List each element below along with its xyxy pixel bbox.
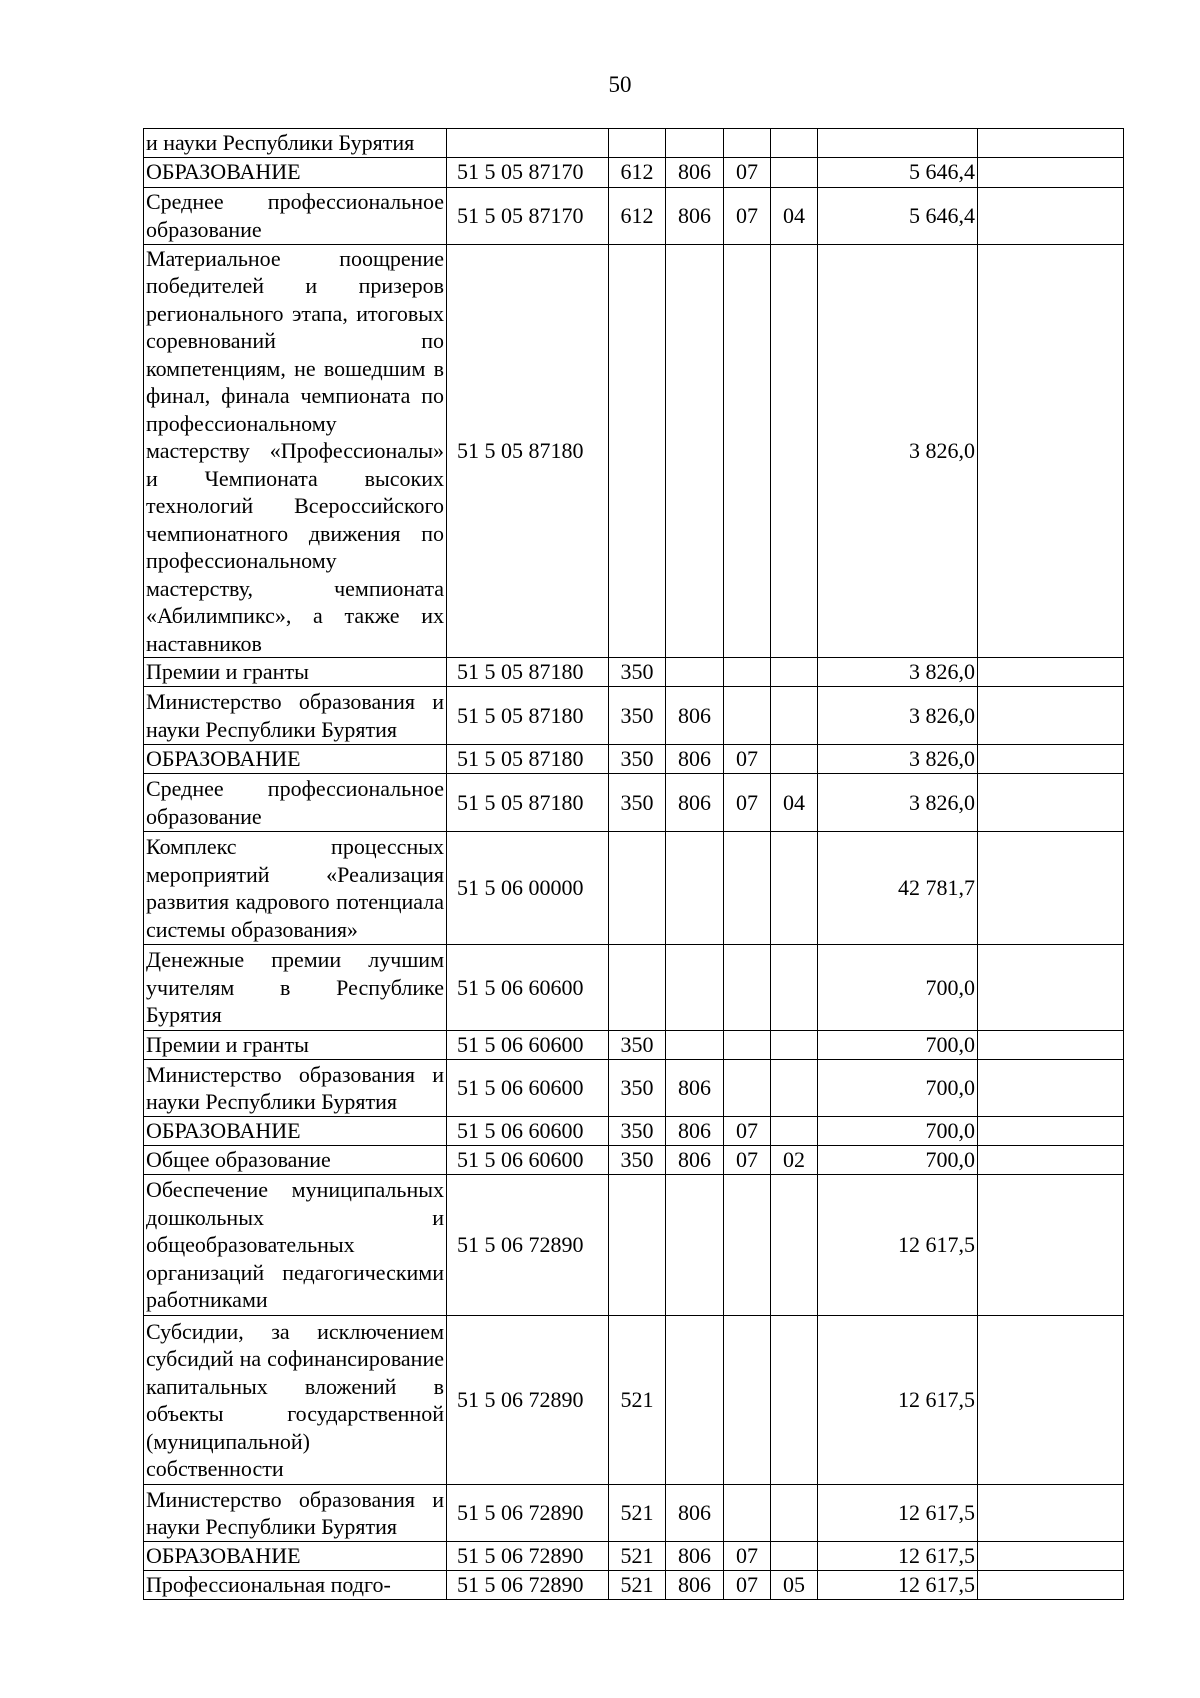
- target-article-code: 51 5 06 00000: [447, 832, 609, 945]
- table-body: [144, 129, 1124, 1600]
- empty-cell: [978, 1542, 1124, 1571]
- empty-cell: [978, 1117, 1124, 1146]
- expense-type-code: [609, 945, 666, 1031]
- expense-type-code: [609, 129, 666, 158]
- amount-cell: 12 617,5: [818, 1485, 978, 1542]
- section-code: 07: [724, 1571, 771, 1600]
- subsection-code: [771, 129, 818, 158]
- table-row: [144, 1542, 1124, 1571]
- row-name-cell: Комплекс процессных мероприятий «Реализация развития кадрового потенциала системы образования»: [144, 832, 447, 945]
- ministry-code: [666, 1316, 724, 1485]
- amount-cell: 12 617,5: [818, 1316, 978, 1485]
- target-article-code: 51 5 06 60600: [447, 1031, 609, 1060]
- section-code: [724, 687, 771, 745]
- section-code: 07: [724, 745, 771, 774]
- ministry-code: 806: [666, 1571, 724, 1600]
- empty-cell: [978, 1485, 1124, 1542]
- ministry-code: [666, 1175, 724, 1316]
- target-article-code: 51 5 06 60600: [447, 1117, 609, 1146]
- empty-cell: [978, 244, 1124, 658]
- target-article-code: 51 5 06 72890: [447, 1542, 609, 1571]
- section-code: 07: [724, 1146, 771, 1175]
- row-name-cell: ОБРАЗОВАНИЕ: [144, 745, 447, 774]
- section-code: [724, 1060, 771, 1117]
- amount-cell: 3 826,0: [818, 774, 978, 832]
- section-code: [724, 1316, 771, 1485]
- target-article-code: 51 5 05 87170: [447, 187, 609, 244]
- table-row: [144, 129, 1124, 158]
- target-article-code: 51 5 06 60600: [447, 1060, 609, 1117]
- ministry-code: 806: [666, 1117, 724, 1146]
- amount-cell: 700,0: [818, 1117, 978, 1146]
- amount-cell: 700,0: [818, 1060, 978, 1117]
- ministry-code: 806: [666, 1485, 724, 1542]
- row-name-cell: Субсидии, за исключением субсидий на софинансирование капитальных вложений в объекты государственной (муниципальной) собственности: [144, 1316, 447, 1485]
- expense-type-code: 612: [609, 157, 666, 187]
- expense-type-code: 521: [609, 1571, 666, 1600]
- subsection-code: [771, 1060, 818, 1117]
- expense-type-code: 350: [609, 745, 666, 774]
- target-article-code: 51 5 05 87180: [447, 658, 609, 687]
- ministry-code: 806: [666, 157, 724, 187]
- table-row: [144, 1031, 1124, 1060]
- expense-type-code: [609, 244, 666, 658]
- subsection-code: 04: [771, 187, 818, 244]
- section-code: 07: [724, 1117, 771, 1146]
- row-name-cell: Премии и гранты: [144, 658, 447, 687]
- row-name-cell: Министерство образования и науки Республики Бурятия: [144, 1060, 447, 1117]
- row-name-cell: Профессиональная подго-: [144, 1571, 447, 1600]
- table-row: [144, 1060, 1124, 1117]
- subsection-code: [771, 244, 818, 658]
- expense-type-code: 350: [609, 687, 666, 745]
- section-code: [724, 244, 771, 658]
- expense-type-code: 350: [609, 1031, 666, 1060]
- row-name-cell: ОБРАЗОВАНИЕ: [144, 157, 447, 187]
- empty-cell: [978, 1175, 1124, 1316]
- ministry-code: 806: [666, 1060, 724, 1117]
- subsection-code: [771, 1542, 818, 1571]
- empty-cell: [978, 774, 1124, 832]
- target-article-code: 51 5 06 72890: [447, 1175, 609, 1316]
- empty-cell: [978, 658, 1124, 687]
- amount-cell: 3 826,0: [818, 687, 978, 745]
- section-code: [724, 1031, 771, 1060]
- section-code: 07: [724, 157, 771, 187]
- subsection-code: 02: [771, 1146, 818, 1175]
- subsection-code: [771, 1316, 818, 1485]
- empty-cell: [978, 1571, 1124, 1600]
- row-name-cell: Обеспечение муниципальных дошкольных и общеобразовательных организаций педагогическими работниками: [144, 1175, 447, 1316]
- ministry-code: [666, 658, 724, 687]
- empty-cell: [978, 1146, 1124, 1175]
- row-name-cell: ОБРАЗОВАНИЕ: [144, 1542, 447, 1571]
- subsection-code: [771, 945, 818, 1031]
- table-row: [144, 745, 1124, 774]
- table-row: [144, 1571, 1124, 1600]
- empty-cell: [978, 945, 1124, 1031]
- amount-cell: 12 617,5: [818, 1571, 978, 1600]
- section-code: 07: [724, 774, 771, 832]
- table-row: [144, 945, 1124, 1031]
- amount-cell: 3 826,0: [818, 658, 978, 687]
- table-row: [144, 832, 1124, 945]
- subsection-code: [771, 832, 818, 945]
- empty-cell: [978, 1031, 1124, 1060]
- amount-cell: 700,0: [818, 945, 978, 1031]
- empty-cell: [978, 687, 1124, 745]
- table-row: [144, 774, 1124, 832]
- expense-type-code: 350: [609, 1117, 666, 1146]
- section-code: [724, 945, 771, 1031]
- ministry-code: 806: [666, 187, 724, 244]
- table-row: [144, 1316, 1124, 1485]
- empty-cell: [978, 157, 1124, 187]
- section-code: [724, 1175, 771, 1316]
- expense-type-code: 350: [609, 658, 666, 687]
- subsection-code: [771, 1175, 818, 1316]
- subsection-code: [771, 157, 818, 187]
- ministry-code: 806: [666, 687, 724, 745]
- target-article-code: 51 5 05 87180: [447, 774, 609, 832]
- expense-type-code: 612: [609, 187, 666, 244]
- amount-cell: 700,0: [818, 1146, 978, 1175]
- budget-table: [143, 128, 1124, 1600]
- amount-cell: 12 617,5: [818, 1175, 978, 1316]
- empty-cell: [978, 129, 1124, 158]
- page-number: 50: [608, 72, 632, 97]
- target-article-code: 51 5 05 87170: [447, 157, 609, 187]
- empty-cell: [978, 745, 1124, 774]
- amount-cell: [818, 129, 978, 158]
- table-row: [144, 244, 1124, 658]
- subsection-code: 04: [771, 774, 818, 832]
- expense-type-code: 350: [609, 774, 666, 832]
- ministry-code: [666, 1031, 724, 1060]
- row-name-cell: Министерство образования и науки Республики Бурятия: [144, 1485, 447, 1542]
- table-row: [144, 1146, 1124, 1175]
- empty-cell: [978, 1060, 1124, 1117]
- table-row: [144, 1117, 1124, 1146]
- empty-cell: [978, 187, 1124, 244]
- ministry-code: 806: [666, 1146, 724, 1175]
- expense-type-code: 350: [609, 1146, 666, 1175]
- section-code: [724, 129, 771, 158]
- amount-cell: 5 646,4: [818, 187, 978, 244]
- expense-type-code: [609, 1175, 666, 1316]
- amount-cell: 3 826,0: [818, 244, 978, 658]
- row-name-cell: и науки Республики Бурятия: [144, 129, 447, 158]
- subsection-code: [771, 1117, 818, 1146]
- subsection-code: [771, 745, 818, 774]
- target-article-code: 51 5 05 87180: [447, 244, 609, 658]
- row-name-cell: Среднее профессиональное образование: [144, 774, 447, 832]
- row-name-cell: Среднее профессиональное образование: [144, 187, 447, 244]
- ministry-code: 806: [666, 745, 724, 774]
- subsection-code: [771, 687, 818, 745]
- row-name-cell: Премии и гранты: [144, 1031, 447, 1060]
- target-article-code: [447, 129, 609, 158]
- target-article-code: 51 5 05 87180: [447, 745, 609, 774]
- subsection-code: [771, 1485, 818, 1542]
- table-row: [144, 687, 1124, 745]
- section-code: [724, 832, 771, 945]
- expense-type-code: 521: [609, 1316, 666, 1485]
- ministry-code: [666, 832, 724, 945]
- amount-cell: 700,0: [818, 1031, 978, 1060]
- table-row: [144, 157, 1124, 187]
- amount-cell: 3 826,0: [818, 745, 978, 774]
- subsection-code: [771, 1031, 818, 1060]
- empty-cell: [978, 832, 1124, 945]
- ministry-code: [666, 945, 724, 1031]
- target-article-code: 51 5 06 72890: [447, 1485, 609, 1542]
- target-article-code: 51 5 06 60600: [447, 945, 609, 1031]
- row-name-cell: Материальное поощрение победителей и призеров регионального этапа, итоговых соревнований по компетенциям, не вошедшим в финал, финала чемпионата по профессиональному мастерству «Профессионалы» и Чемпионата высоких технологий Всероссийского чемпионатного движения по профессиональному мастерству, чемпионата «Абилимпикс», а также их наставников: [144, 244, 447, 658]
- target-article-code: 51 5 05 87180: [447, 687, 609, 745]
- table-row: [144, 1175, 1124, 1316]
- amount-cell: 12 617,5: [818, 1542, 978, 1571]
- section-code: 07: [724, 187, 771, 244]
- empty-cell: [978, 1316, 1124, 1485]
- ministry-code: [666, 244, 724, 658]
- ministry-code: 806: [666, 1542, 724, 1571]
- target-article-code: 51 5 06 72890: [447, 1316, 609, 1485]
- expense-type-code: 350: [609, 1060, 666, 1117]
- section-code: [724, 1485, 771, 1542]
- target-article-code: 51 5 06 60600: [447, 1146, 609, 1175]
- amount-cell: 42 781,7: [818, 832, 978, 945]
- ministry-code: 806: [666, 774, 724, 832]
- expense-type-code: 521: [609, 1542, 666, 1571]
- section-code: 07: [724, 1542, 771, 1571]
- subsection-code: 05: [771, 1571, 818, 1600]
- ministry-code: [666, 129, 724, 158]
- row-name-cell: Общее образование: [144, 1146, 447, 1175]
- expense-type-code: 521: [609, 1485, 666, 1542]
- table-row: [144, 187, 1124, 244]
- table-row: [144, 1485, 1124, 1542]
- amount-cell: 5 646,4: [818, 157, 978, 187]
- expense-type-code: [609, 832, 666, 945]
- row-name-cell: ОБРАЗОВАНИЕ: [144, 1117, 447, 1146]
- subsection-code: [771, 658, 818, 687]
- row-name-cell: Министерство образования и науки Республики Бурятия: [144, 687, 447, 745]
- table-row: [144, 658, 1124, 687]
- row-name-cell: Денежные премии лучшим учителям в Республике Бурятия: [144, 945, 447, 1031]
- section-code: [724, 658, 771, 687]
- target-article-code: 51 5 06 72890: [447, 1571, 609, 1600]
